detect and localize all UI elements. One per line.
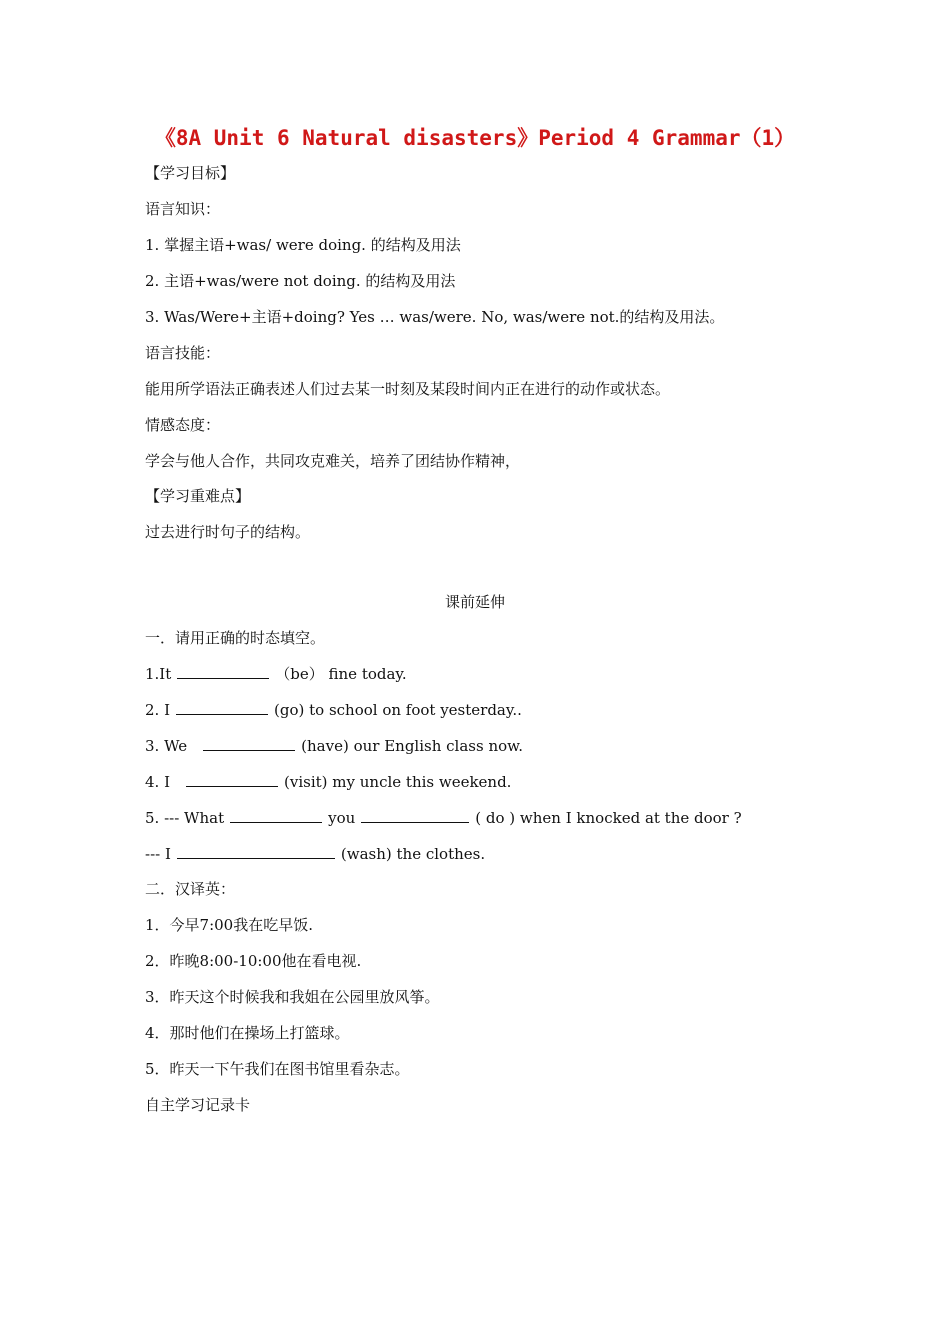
question-1-prefix: 1.It xyxy=(145,665,172,683)
objectives-heading: 【学习目标】 xyxy=(145,164,236,182)
translation-2: 2．昨晚8:00-10:00他在看电视. xyxy=(145,952,362,970)
question-2-prefix: 2. I xyxy=(145,701,171,719)
question-3-suffix: (have) our English class now. xyxy=(301,737,523,755)
question-5-response xyxy=(145,844,485,864)
answer-blank-4[interactable] xyxy=(186,772,278,787)
part1-title: 一．请用正确的时态填空。 xyxy=(145,629,326,647)
translation-5: 5．昨天一下午我们在图书馆里看杂志。 xyxy=(145,1060,410,1078)
attitude-label: 情感态度： xyxy=(145,416,221,434)
question-1-suffix: （be） fine today. xyxy=(275,665,407,683)
preview-heading: 课前延伸 xyxy=(444,593,505,611)
question-5-prefix: 5. --- What xyxy=(145,809,225,827)
question-2-suffix: (go) to school on foot yesterday.. xyxy=(274,701,522,719)
answer-blank-2[interactable] xyxy=(176,700,268,715)
question-3-prefix: 3. We xyxy=(145,737,188,755)
part2-title: 二．汉译英： xyxy=(145,880,236,898)
key-points-text: 过去进行时句子的结构。 xyxy=(145,523,311,541)
knowledge-item-3: 3. Was/Were+主语+doing? Yes … was/were. No, was/were not.的结构及用法。 xyxy=(145,308,725,326)
attitude-text: 学会与他人合作，共同攻克难关，培养了团结协作精神， xyxy=(145,452,521,470)
question-4-prefix: 4. I xyxy=(145,773,171,791)
translation-4: 4．那时他们在操场上打篮球。 xyxy=(145,1024,350,1042)
answer-blank-3[interactable] xyxy=(203,736,295,751)
question-5-response-suffix: (wash) the clothes. xyxy=(340,845,486,863)
knowledge-label: 语言知识： xyxy=(145,200,221,218)
question-1 xyxy=(145,664,407,684)
knowledge-item-1: 1. 掌握主语+was/ were doing. 的结构及用法 xyxy=(145,236,461,254)
translation-1: 1．今早7:00我在吃早饭. xyxy=(145,916,313,934)
translation-3: 3．昨天这个时候我和我姐在公园里放风筝。 xyxy=(145,988,440,1006)
skills-label: 语言技能： xyxy=(145,344,221,362)
skills-text: 能用所学语法正确表述人们过去某一时刻及某段时间内正在进行的动作或状态。 xyxy=(145,380,671,398)
record-card-label: 自主学习记录卡 xyxy=(145,1096,251,1114)
question-5 xyxy=(145,808,742,828)
knowledge-item-2: 2. 主语+was/were not doing. 的结构及用法 xyxy=(145,272,456,290)
question-4-suffix: (visit) my uncle this weekend. xyxy=(284,773,512,791)
question-4 xyxy=(145,772,511,792)
answer-blank-5c[interactable] xyxy=(177,844,335,859)
question-5-response-prefix: --- I xyxy=(145,845,171,863)
answer-blank-5a[interactable] xyxy=(230,808,322,823)
document-title: 《8A Unit 6 Natural disasters》Period 4 Grammar（1） xyxy=(154,126,796,150)
answer-blank-5b[interactable] xyxy=(361,808,469,823)
answer-blank-1[interactable] xyxy=(177,664,269,679)
key-points-heading: 【学习重难点】 xyxy=(145,487,251,505)
question-5-suffix: ( do ) when I knocked at the door ? xyxy=(475,809,742,827)
question-5-mid: you xyxy=(328,809,356,827)
question-3 xyxy=(145,736,523,756)
question-2 xyxy=(145,700,522,720)
